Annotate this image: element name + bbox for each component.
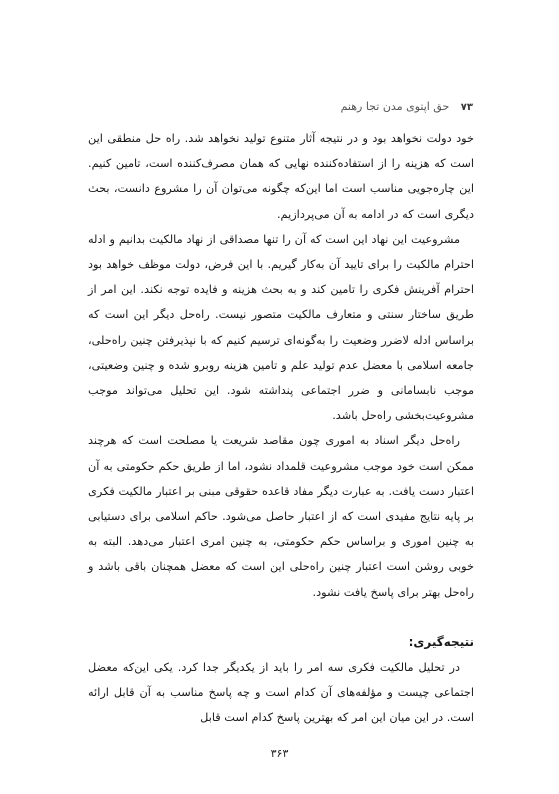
conclusion-paragraph: در تحلیل مالکیت فکری سه امر را باید از یکدیگر جدا کرد. یکی این‌که معضل اجتماعی چیست و مؤلفه‌های آن کدام است و چه پاسخ مناسب به آن قابل ارائه است. در این میان این امر که بهترین پاسخ کدام است قابل <box>88 660 474 725</box>
body-text <box>88 126 474 730</box>
paragraph-2: مشروعیت این نهاد این است که آن را تنها مصداقی از نهاد مالکیت بدانیم و ادله احترام مالکیت را برای تایید آن به‌کار گیریم. با این فرض، دولت موظف خواهد بود احترام آفرینش فکری را تامین کند و به بحث هزینه و فایده توجه نکند. این امر از طریق ساختار سنتی و متعارف مالکیت متصور نیست. راه‌حل دیگر این است که براساس ادله لاضرر وضعیت را به‌گونه‌ای ترسیم کنیم که با نپذیرفتن چنین راه‌حلی، جامعه اسلامی با معضل عدم تولید علم و تامین هزینه روبرو شده و چنین وضعیتی، موجب نابسامانی و ضرر اجتماعی پنداشته شود. این تحلیل می‌تواند موجب مشروعیت‌بخشی راه‌حل باشد. <box>88 232 474 423</box>
conclusion-heading: نتیجه‌گیری: <box>408 634 474 649</box>
page-number: ۳۶۳ <box>270 747 289 760</box>
paragraph-1: خود دولت نخواهد بود و در نتیجه آثار متنوع تولید نخواهد شد. راه حل منطقی این است که هزینه را از استفاده‌کننده نهایی که همان مصرف‌کننده است، تامین کنیم. این چاره‌جویی مناسب است اما این‌که چگونه می‌توان آن را مشروع دانست، بحث دیگری است که در ادامه به آن می‌پردازیم. <box>88 132 474 221</box>
paragraph-3: راه‌حل دیگر اسناد به اموری چون مقاصد شریعت یا مصلحت است که هرچند ممکن است خود موجب مشروعیت قلمداد نشود، اما از طریق حکم حکومتی به آن اعتبار دست یافت. به عبارت دیگر مفاد قاعده حقوقی مبنی بر اعتبار مالکیت فکری بر پایه نتایج مفیدی است که از اعتبار حاصل می‌شود. حاکم اسلامی برای دستیابی به چنین اموری و براساس حکم حکومتی، به چنین امری اعتبار می‌دهد. البته به خوبی روشن است اعتبار چنین راه‌حلی این است که معضل همچنان باقی باشد و راه‌حل بهتر برای پاسخ یافت نشود. <box>88 434 474 599</box>
running-head <box>73 100 473 113</box>
running-head-title: حق اپتوی مدن تجا رهنم <box>340 100 450 113</box>
running-head-number: ۷۳ <box>460 102 473 113</box>
